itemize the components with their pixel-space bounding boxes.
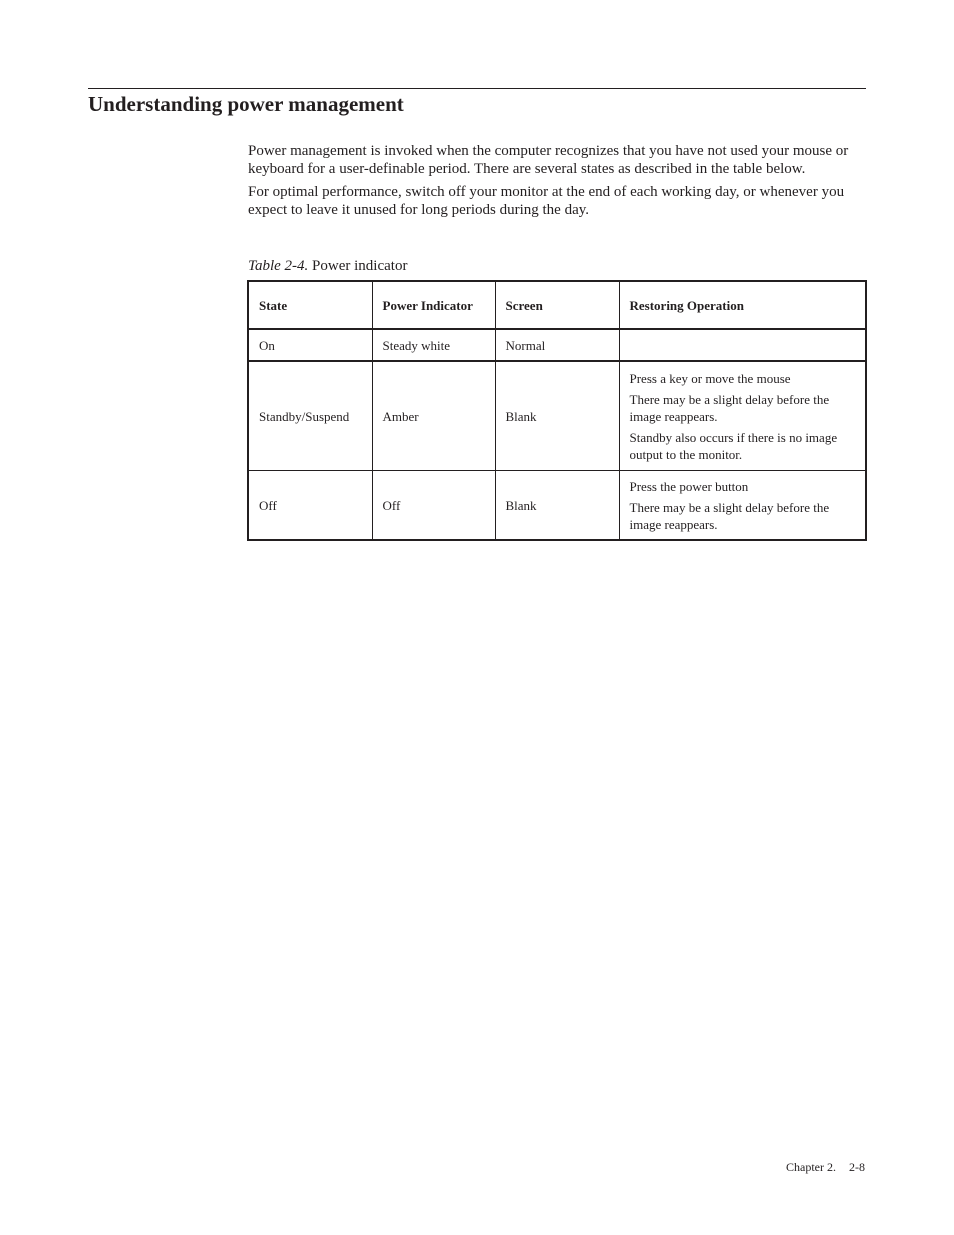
restoring-step: Press a key or move the mouse xyxy=(629,370,791,386)
cell-state: Off xyxy=(248,471,372,541)
restoring-step: Press the power button xyxy=(629,478,749,494)
restoring-note: There may be a slight delay before the image reappears. xyxy=(629,391,830,424)
cell-restoring-operation xyxy=(619,471,866,541)
restoring-note: Standby also occurs if there is no image output to the monitor. xyxy=(629,429,838,462)
cell-screen: Blank xyxy=(495,361,619,471)
cell-state: On xyxy=(248,329,372,361)
cell-screen: Blank xyxy=(495,471,619,541)
column-header-power-indicator: Power Indicator xyxy=(372,281,495,329)
power-indicator-table xyxy=(247,280,867,541)
footer-page-number: 2-8 xyxy=(849,1160,865,1174)
table-caption xyxy=(248,257,407,276)
restoring-note: There may be a slight delay before the image reappears. xyxy=(629,499,830,532)
page-title: Understanding power management xyxy=(88,92,404,116)
table-row xyxy=(248,361,866,471)
cell-power-indicator: Amber xyxy=(372,361,495,471)
table-caption-text: Power indicator xyxy=(312,258,408,274)
cell-power-indicator: Off xyxy=(372,471,495,541)
table-header-row xyxy=(248,281,866,329)
cell-restoring-operation xyxy=(619,329,866,361)
intro-text xyxy=(248,142,866,224)
page-footer xyxy=(786,1159,865,1175)
table-caption-label: Table 2-4. xyxy=(248,258,309,274)
footer-chapter: Chapter 2. xyxy=(786,1160,836,1174)
cell-power-indicator: Steady white xyxy=(372,329,495,361)
table-row xyxy=(248,329,866,361)
header-rule xyxy=(88,88,866,89)
column-header-screen: Screen xyxy=(495,281,619,329)
cell-state: Standby/Suspend xyxy=(248,361,372,471)
cell-screen: Normal xyxy=(495,329,619,361)
cell-restoring-operation xyxy=(619,361,866,471)
intro-paragraph: Power management is invoked when the computer recognizes that you have not used your mouse or keyboard for a user-definable period. There are several states as described in the table below. xyxy=(248,143,849,177)
table-row xyxy=(248,471,866,541)
intro-paragraph: For optimal performance, switch off your monitor at the end of each working day, or whenever you expect to leave it unused for long periods during the day. xyxy=(248,184,845,218)
column-header-restoring-operation: Restoring Operation xyxy=(619,281,866,329)
column-header-state: State xyxy=(248,281,372,329)
